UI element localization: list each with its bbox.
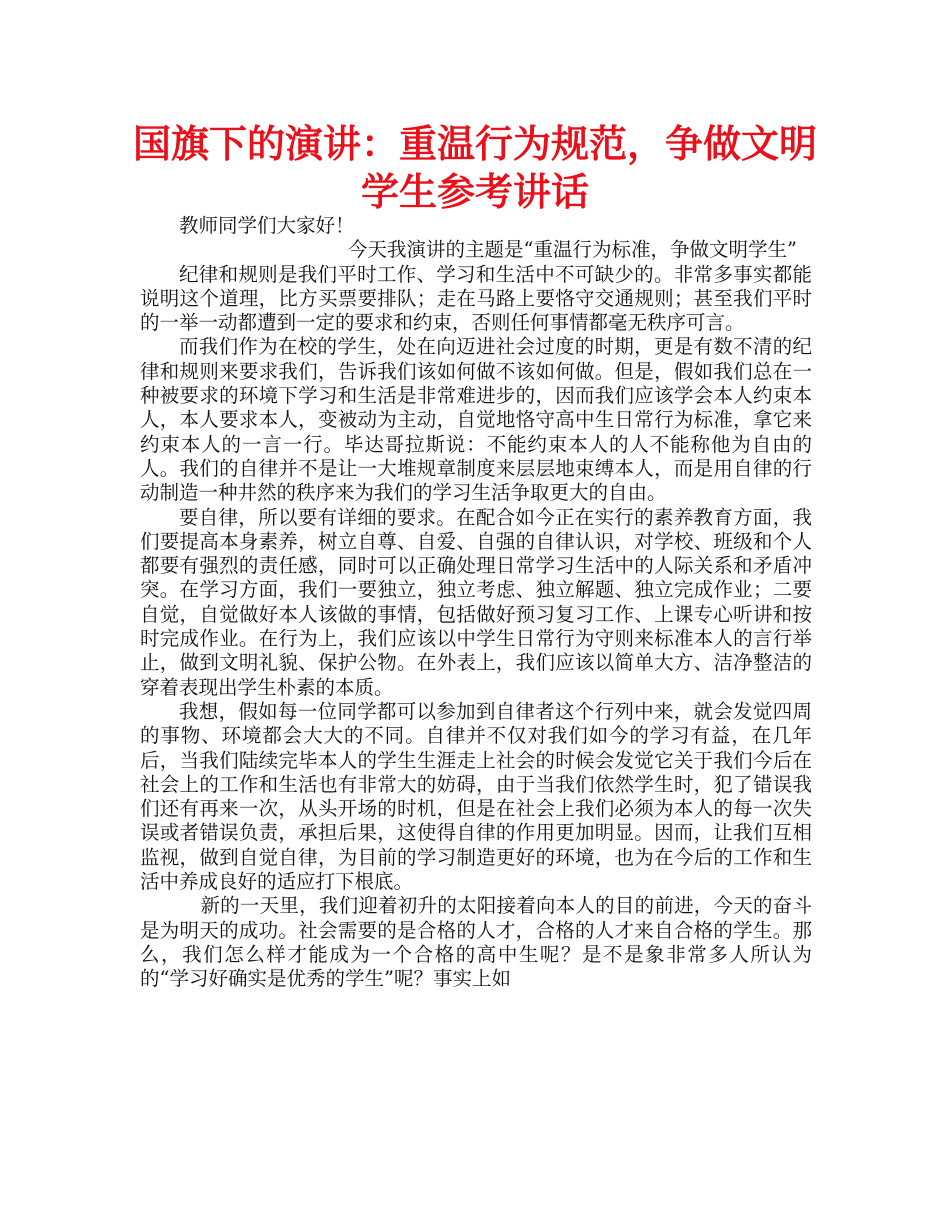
paragraph-requirements: 要自律，所以要有详细的要求。在配合如今正在实行的素养教育方面，我们要提高本身素养，树立自尊、自爱、自强的自律认识，对学校、班级和个人都要有强烈的责任感，同时可以正确处理日常学习生活中的人际关系和矛盾冲突。在学习方面，我们一要独立，独立考虑、独立解题、独立完成作业；二要自觉，自觉做好本人该做的事情，包括做好预习复习工作、上课专心听讲和按时完成作业。在行为上，我们应该以中学生日常行为守则来标准本人的言行举止，做到文明礼貌、保护公物。在外表上，我们应该以简单大方、洁净整洁的穿着表现出学生朴素的本质。 [140,505,812,699]
paragraph-reflection: 我想，假如每一位同学都可以参加到自律者这个行列中来，就会发觉四周的事物、环境都会大大的不同。自律并不仅对我们如今的学习有益，在几年后，当我们陆续完毕本人的学生生涯走上社会的时候会发觉它关于我们今后在社会上的工作和生活也有非常大的妨碍，由于当我们依然学生时，犯了错误我们还有再来一次，从头开场的时机，但是在社会上我们必须为本人的每一次失误或者错误负责，承担后果，这使得自律的作用更加明显。因而，让我们互相监视，做到自觉自律，为目前的学习制造更好的环境，也为在今后的工作和生活中养成良好的适应打下根底。 [140,699,812,894]
paragraph-greeting: 教师同学们大家好！ [179,214,355,237]
paragraph-self-discipline: 而我们作为在校的学生，处在向迈进社会过度的时期，更是有数不清的纪律和规则来要求我们，告诉我们该如何做不该如何做。但是，假如我们总在一种被要求的环境下学习和生活是非常难进步的，因而我们应该学会本人约束本人，本人要求本人，变被动为主动，自觉地恪守高中生日常行为标准，拿它来约束本人的一言一行。毕达哥拉斯说：不能约束本人的人不能称他为自由的人。我们的自律并不是让一大堆规章制度来层层地束缚本人，而是用自律的行动制造一种井然的秩序来为我们的学习生活争取更大的自由。 [140,335,812,505]
document-title: 国旗下的演讲：重温行为规范，争做文明学生参考讲话 [132,122,817,214]
paragraph-new-day: 新的一天里，我们迎着初升的太阳接着向本人的目的前进，今天的奋斗是为明天的成功。社会需要的是合格的人才，合格的人才来自合格的学生。那么，我们怎么样才能成为一个合格的高中生呢？是不是象非常多人所认为的“学习好确实是优秀的学生”呢？事实上如 [140,894,812,991]
paragraph-rules: 纪律和规则是我们平时工作、学习和生活中不可缺少的。非常多事实都能说明这个道理，比方买票要排队；走在马路上要恪守交通规则；甚至我们平时的一举一动都遭到一定的要求和约束，否则任何事情都毫无秩序可言。 [140,262,812,335]
document-body [140,214,812,992]
paragraph-topic: 今天我演讲的主题是“重温行为标准，争做文明学生” [348,238,797,262]
